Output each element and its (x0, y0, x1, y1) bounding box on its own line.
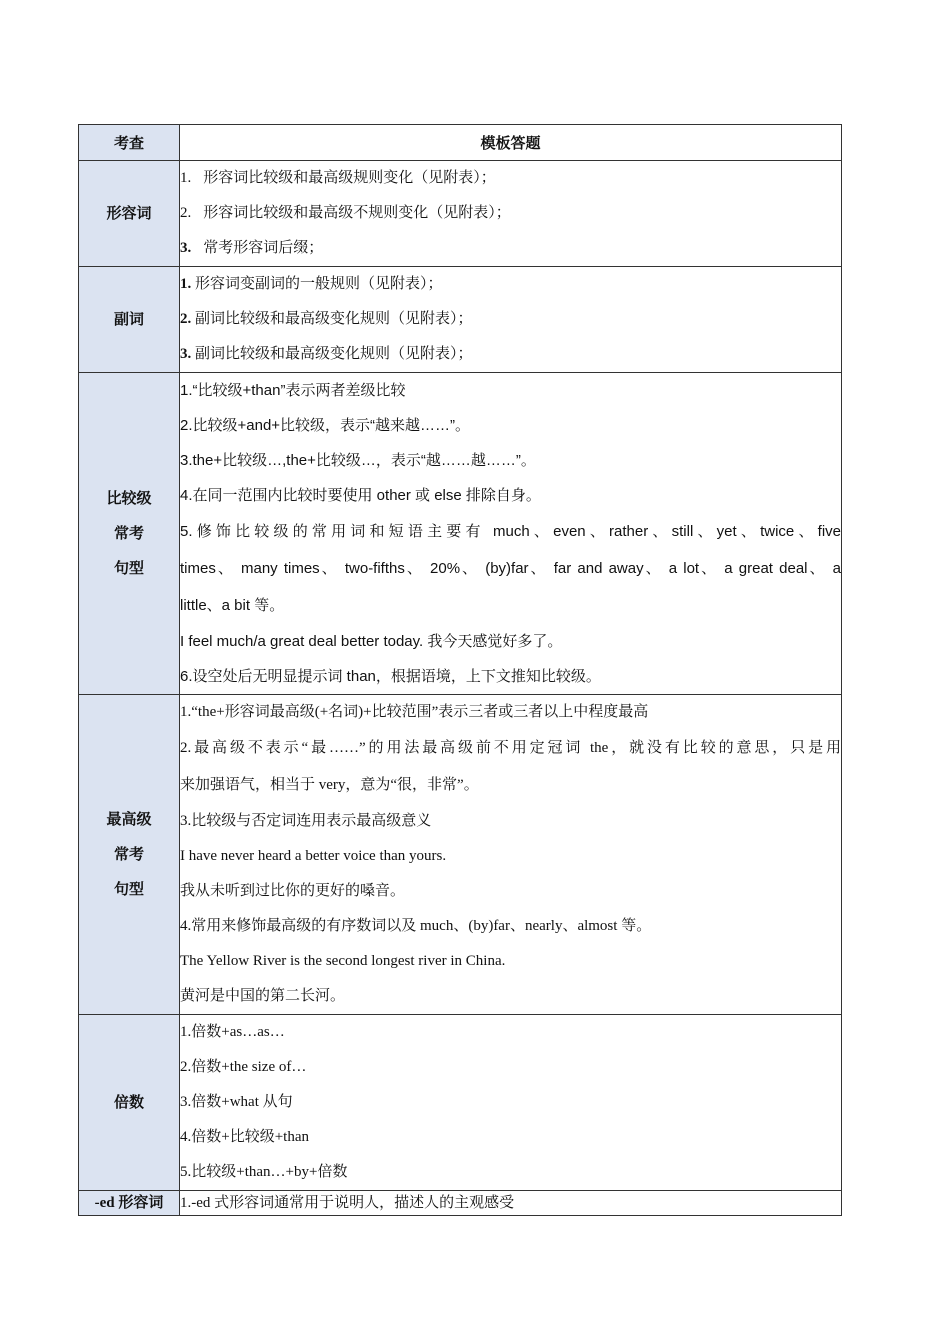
content-adjective (180, 161, 842, 267)
list-item: 来加强语气，相当于 very，意为“很，非常”。 (180, 777, 479, 793)
list-item: little、a bit 等。 (180, 597, 285, 614)
list-item: 3.比较级与否定词连用表示最高级意义 (180, 813, 432, 829)
label-line: 比较级 (106, 490, 152, 507)
example-sentence: I have never heard a better voice than yours. (180, 848, 447, 864)
list-item (180, 196, 841, 231)
list-item (180, 161, 841, 196)
list-item: 3.the+比较级…,the+比较级…，表示“越……越……”。 (180, 452, 536, 469)
list-item (180, 231, 841, 266)
label-line: 句型 (113, 560, 144, 577)
example-sentence: I feel much/a great deal better today. 我今天感觉好多了。 (180, 633, 563, 650)
table-header-row (79, 125, 842, 161)
label-comparative (79, 373, 180, 695)
item-number: 3. (180, 240, 192, 256)
header-topic: 考查 (79, 125, 180, 161)
list-item: 2.比较级+and+比较级，表示“越来越……”。 (180, 417, 471, 434)
list-item (180, 267, 841, 302)
item-number: 2. (180, 205, 192, 221)
template-answer-table (78, 124, 842, 1216)
label-ed-adjective: -ed 形容词 (79, 1191, 180, 1216)
label-line: 最高级 (106, 811, 152, 828)
content-adverb (180, 267, 842, 373)
item-number: 3. (180, 346, 192, 362)
label-line: 句型 (113, 881, 144, 898)
item-text: 常考形容词后缀； (203, 240, 324, 256)
item-text: 形容词比较级和最高级规则变化（见附表）； (203, 170, 496, 186)
label-multiple: 倍数 (79, 1015, 180, 1191)
list-item: 1.“比较级+than”表示两者差级比较 (180, 382, 406, 399)
list-item: 4.常用来修饰最高级的有序数词以及 much、(by)far、nearly、almost 等。 (180, 918, 652, 934)
label-line: 常考 (113, 525, 144, 542)
list-item: 5.修饰比较级的常用词和短语主要有 much、even、rather、still、yet、twice、five (180, 523, 841, 540)
list-item: 4.在同一范围内比较时要使用 other 或 else 排除自身。 (180, 487, 541, 504)
list-item: 1.“the+形容词最高级(+名词)+比较范围”表示三者或三者以上中程度最高 (180, 704, 649, 720)
list-item: times、 many times、 two-fifths、 20%、 (by)far、 far and away、 a lot、 a great deal、 a (180, 560, 841, 577)
list-item: 5.比较级+than…+by+倍数 (180, 1164, 348, 1180)
list-item: 1.倍数+as…as… (180, 1024, 285, 1040)
item-number: 1. (180, 170, 192, 186)
list-item (180, 302, 841, 337)
content-ed-adjective (180, 1191, 842, 1216)
example-translation: 我从未听到过比你的更好的嗓音。 (180, 883, 406, 899)
list-item: 6.设空处后无明显提示词 than，根据语境，上下文推知比较级。 (180, 668, 601, 685)
label-line: 常考 (113, 846, 144, 863)
list-item: 3.倍数+what 从句 (180, 1094, 293, 1110)
content-multiple (180, 1015, 842, 1191)
row-multiple (79, 1015, 842, 1191)
list-item: 4.倍数+比较级+than (180, 1129, 309, 1145)
item-text: 副词比较级和最高级变化规则（见附表）； (195, 311, 473, 327)
content-comparative (180, 373, 842, 695)
label-adjective: 形容词 (79, 161, 180, 267)
example-translation: 黄河是中国的第二长河。 (180, 988, 346, 1004)
item-number: 1. (180, 276, 192, 292)
row-adverb (79, 267, 842, 373)
row-superlative (79, 695, 842, 1015)
header-template: 模板答题 (180, 125, 842, 161)
list-item: 2.最高级不表示“最……”的用法最高级前不用定冠词 the，就没有比较的意思，只是用 (180, 740, 841, 756)
content-superlative (180, 695, 842, 1015)
row-adjective (79, 161, 842, 267)
item-number: 2. (180, 311, 192, 327)
row-comparative (79, 373, 842, 695)
item-text: 形容词变副词的一般规则（见附表）； (195, 276, 443, 292)
row-ed-adjective (79, 1191, 842, 1216)
item-text: 副词比较级和最高级变化规则（见附表）； (195, 346, 473, 362)
list-item: 1.-ed 式形容词通常用于说明人，描述人的主观感受 (180, 1195, 515, 1211)
item-text: 形容词比较级和最高级不规则变化（见附表）； (203, 205, 511, 221)
list-item (180, 337, 841, 372)
example-sentence: The Yellow River is the second longest river in China. (180, 953, 506, 969)
label-superlative (79, 695, 180, 1015)
label-adverb: 副词 (79, 267, 180, 373)
list-item: 2.倍数+the size of… (180, 1059, 307, 1075)
